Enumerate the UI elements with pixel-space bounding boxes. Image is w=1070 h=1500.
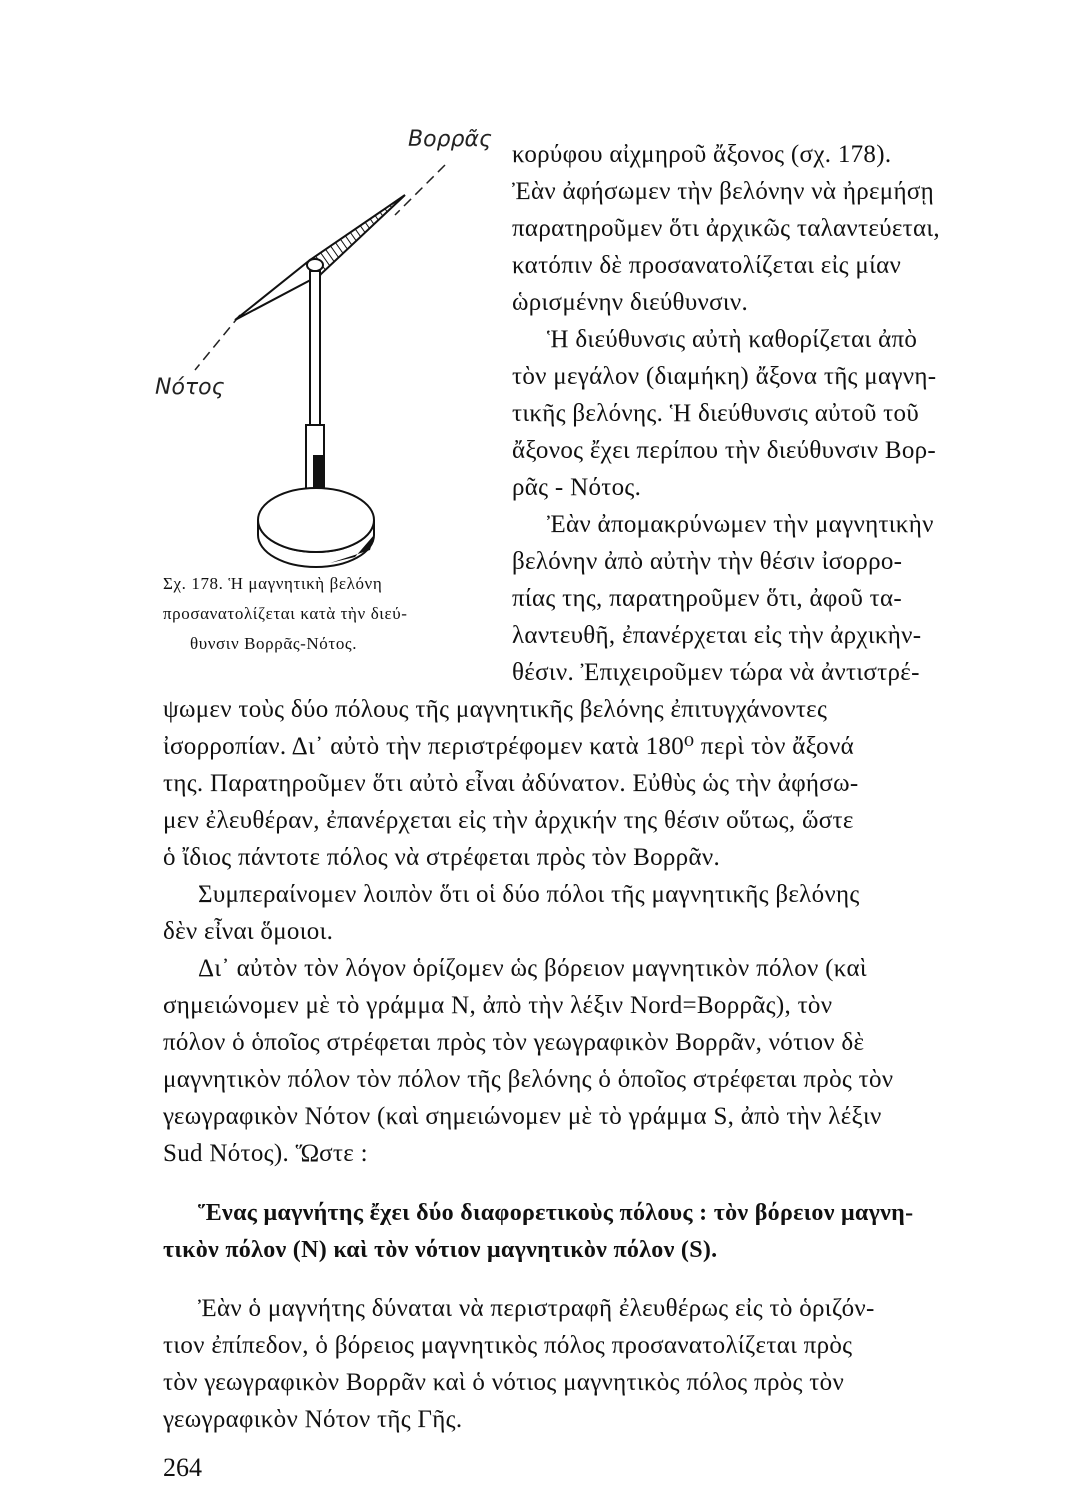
figure-magnetic-needle [150,125,490,575]
south-axis-dash [195,315,240,370]
text-line: Συμπεραίνομεν λοιπὸν ὅτι οἱ δύο πόλοι τῆς μαγνητικῆς βελόνης [198,881,860,908]
text-line: τὸν μεγάλον (διαμήκη) ἄξονα τῆς μαγνη- [512,363,937,390]
figure-caption-line-1: Σχ. 178. Ἡ μαγνητικὴ βελόνη [163,574,383,593]
text-line: Ἡ διεύθυνσις αὐτὴ καθορίζεται ἀπὸ [547,326,918,353]
bold-statement-line-2: τικὸν πόλον (Ν) καὶ τὸν νότιον μαγνητικὸν πόλον (S). [163,1237,718,1263]
needle-north-half [310,195,405,275]
text-line: πίας της, παρατηροῦμεν ὅτι, ἀφοῦ τα- [512,585,903,612]
text-line: τικῆς βελόνης. Ἡ διεύθυνσις αὐτοῦ τοῦ [512,400,920,427]
text-line: σημειώνομεν μὲ τὸ γράμμα Ν, ἀπὸ τὴν λέξιν Nord=Βορρᾶς), τὸν [163,992,833,1019]
text-line: ρᾶς - Νότος. [512,474,642,501]
text-line: μεν ἐλευθέραν, ἐπανέρχεται εἰς τὴν ἀρχικήν της θέσιν οὕτως, ὥστε [163,807,854,834]
magnetic-needle-illustration [150,125,490,575]
text-line: πόλον ὁ ὁποῖος στρέφεται πρὸς τὸν γεωγραφικὸν Βορρᾶν, νότιον δὲ [163,1029,865,1056]
text-line: Sud Νότος). Ὥστε : [163,1140,368,1167]
text-line: κατόπιν δὲ προσανατολίζεται εἰς μίαν [512,252,902,279]
text-line: Ἐὰν ἀπομακρύνωμεν τὴν μαγνητικὴν [547,511,934,538]
text-line: παρατηροῦμεν ὅτι ἀρχικῶς ταλαντεύεται, [512,215,940,242]
text-line: ψωμεν τοὺς δύο πόλους τῆς μαγνητικῆς βελόνης ἐπιτυγχάνοντες [163,696,828,723]
north-axis-dash [395,165,445,215]
text-line: ἰσορροπίαν. Δι᾽ αὐτὸ τὴν περιστρέφομεν κατὰ 180⁰ περὶ τὸν ἄξονά [163,733,854,760]
figure-caption-line-2: προσανατολίζεται κατὰ τὴν διεύ- [163,604,408,623]
figure-caption-line-3: θυνσιν Βορρᾶς-Νότος. [190,634,358,653]
text-line: ὡρισμένην διεύθυνσιν. [512,289,749,316]
text-line: δὲν εἶναι ὅμοιοι. [163,918,334,945]
text-line: τιον ἐπίπεδον, ὁ βόρειος μαγνητικὸς πόλος προσανατολίζεται πρὸς [163,1332,853,1359]
text-line: βελόνην ἀπὸ αὐτὴν τὴν θέσιν ἰσορρο- [512,548,903,575]
text-line: γεωγραφικὸν Νότον (καὶ σημειώνομεν μὲ τὸ γράμμα S, ἀπὸ τὴν λέξιν [163,1103,882,1130]
text-line: ὁ ἴδιος πάντοτε πόλος νὰ στρέφεται πρὸς τὸν Βορρᾶν. [163,844,721,871]
label-north: Βορρᾶς [408,127,492,152]
page-number: 264 [163,1453,202,1482]
text-line: λαντευθῆ, ἐπανέρχεται εἰς τὴν ἀρχικὴν- [512,622,922,649]
base-top [258,488,374,552]
text-line: κορύφου αἰχμηροῦ ἄξονος (σχ. 178). [512,141,892,168]
bold-statement-line-1: Ἕνας μαγνήτης ἔχει δύο διαφορετικοὺς πόλους : τὸν βόρειον μαγνη- [198,1200,914,1226]
needle-south-half [235,260,320,320]
text-line: γεωγραφικὸν Νότον τῆς Γῆς. [163,1406,463,1433]
text-line: ἄξονος ἔχει περίπου τὴν διεύθυνσιν Βορ- [512,437,937,464]
text-line: τὸν γεωγραφικὸν Βορρᾶν καὶ ὁ νότιος μαγνητικὸς πόλος πρὸς τὸν [163,1369,845,1396]
text-line: Ἐὰν ὁ μαγνήτης δύναται νὰ περιστραφῆ ἐλευθέρως εἰς τὸ ὁριζόν- [198,1295,875,1322]
text-line: μαγνητικὸν πόλον τὸν πόλον τῆς βελόνης ὁ ὁποῖος στρέφεται πρὸς τὸν [163,1066,894,1093]
pivot-cap [307,259,323,271]
text-line: θέσιν. Ἐπιχειροῦμεν τώρα νὰ ἀντιστρέ- [512,659,920,686]
text-line: Δι᾽ αὐτὸν τὸν λόγον ὁρίζομεν ὡς βόρειον μαγνητικὸν πόλον (καὶ [198,955,867,982]
text-line: Ἐὰν ἀφήσωμεν τὴν βελόνην νὰ ἠρεμήσῃ [512,178,935,205]
label-south: Νότος [155,375,225,400]
text-line: της. Παρατηροῦμεν ὅτι αὐτὸ εἶναι ἀδύνατον. Εὐθὺς ὡς τὴν ἀφήσω- [163,770,859,797]
